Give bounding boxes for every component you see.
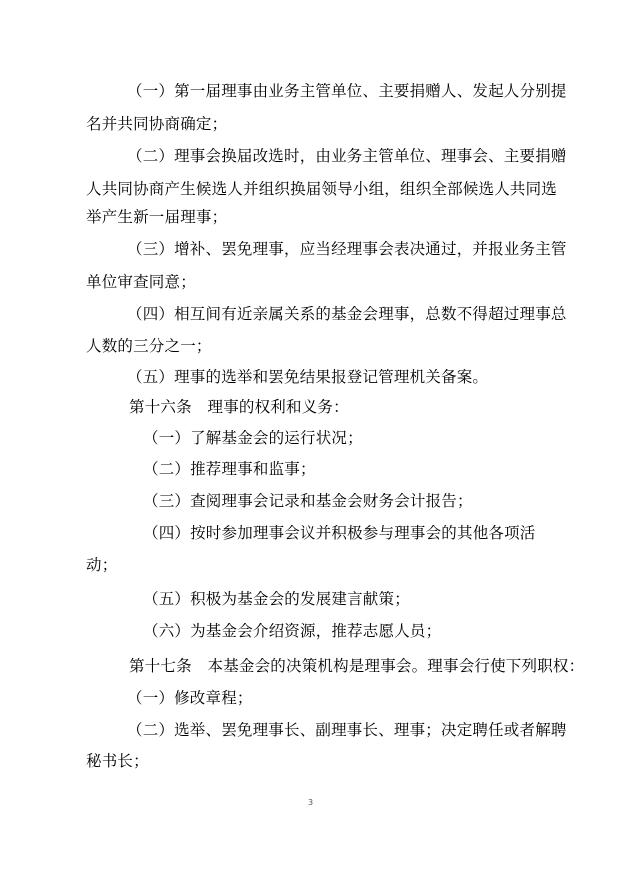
text-line: （一）修改章程； [127,689,253,707]
text-line: （一）了解基金会的运行状况； [143,429,363,447]
text-line: （四）按时参加理事会议并积极参与理事会的其他各项活 [143,524,536,542]
text-line: （三）查阅理事会记录和基金会财务会计报告； [143,492,473,510]
text-line: （三）增补、罢免理事，应当经理事会表决通过，并报业务主管 [127,240,567,258]
article-heading: 第十七条 本基金会的决策机构是理事会。理事会行使下列职权： [129,657,585,675]
text-line: （五）积极为基金会的发展建言献策； [143,590,410,608]
text-line: （四）相互间有近亲属关系的基金会理事，总数不得超过理事总 [127,305,567,323]
text-line: 动； [86,556,118,574]
text-line: （二）理事会换届改选时，由业务主管单位、理事会、主要捐赠 [127,147,567,165]
text-line: 秘书长； [86,752,149,770]
text-line: 人数的三分之一； [86,337,212,355]
text-line: 名并共同协商确定； [86,115,228,133]
article-heading: 第十六条 理事的权利和义务： [129,398,349,416]
page-number: 3 [307,798,314,807]
text-line: 单位审查同意； [86,273,196,291]
text-line: （二）选举、罢免理事长、副理事长、理事；决定聘任或者解聘 [127,721,567,739]
text-line: （六）为基金会介绍资源，推荐志愿人员； [143,622,442,640]
text-line: （二）推荐理事和监事； [143,460,316,478]
text-line: 人共同协商产生候选人并组织换届领导小组，组织全部候选人共同选 [86,180,558,198]
text-line: （五）理事的选举和罢免结果报登记管理机关备案。 [127,368,489,386]
text-line: （一）第一届理事由业务主管单位、主要捐赠人、发起人分别提 [127,82,567,100]
text-line: 举产生新一届理事； [86,208,228,226]
